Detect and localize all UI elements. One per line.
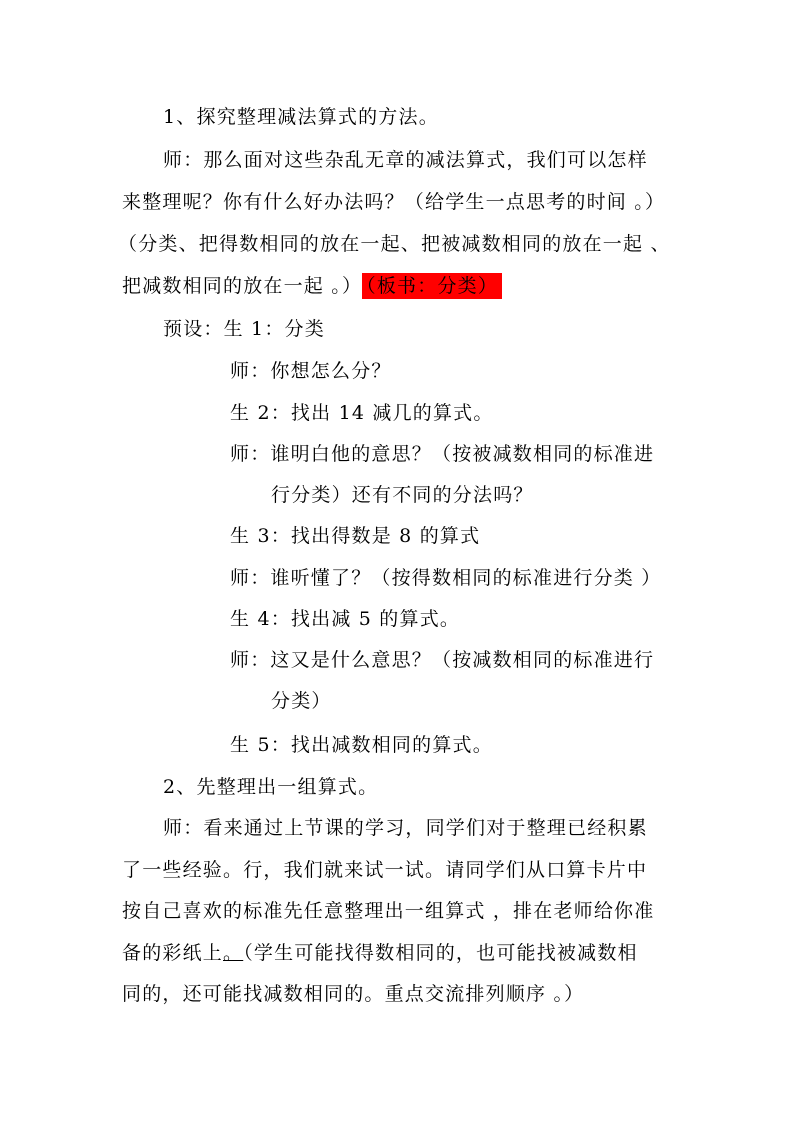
paragraph-1-line-4-text: 把减数相同的放在一起 。）: [122, 275, 363, 297]
paragraph-1-line-4: [122, 273, 502, 299]
paragraph-2-line-4-post: （学生可能找得数相同的，也可能找被减数相: [243, 942, 638, 964]
paragraph-2-line-3: 按自己喜欢的标准先任意整理出一组算式 ，排在老师给你准: [122, 900, 655, 922]
paragraph-2-line-5: 同的，还可能找减数相同的。重点交流排列顺序 。）: [122, 983, 585, 1005]
section-1-heading: 1、探究整理减法算式的方法。: [163, 106, 439, 128]
paragraph-2-line-1: 师：看来通过上节课的学习，同学们对于整理已经积累: [163, 817, 648, 839]
section-2-heading: 2、先整理出一组算式。: [163, 776, 379, 798]
dialog-line-4b: 行分类）还有不同的分法吗？: [271, 484, 534, 506]
paragraph-1-line-3: （分类、把得数相同的放在一起、把被减数相同的放在一起 、: [118, 233, 671, 255]
paragraph-2-line-4-pre: 备的彩纸上: [122, 942, 224, 964]
paragraph-2-line-4-underlined: 。: [223, 942, 244, 964]
paragraph-1-line-1: 师：那么面对这些杂乱无章的减法算式，我们可以怎样: [163, 149, 648, 171]
board-note-highlight: （板书：分类）: [362, 273, 502, 299]
dialog-line-2: 师：你想怎么分？: [230, 360, 392, 382]
dialog-line-5: 生 3：找出得数是 8 的算式: [230, 525, 481, 547]
dialog-line-3: 生 2：找出 14 减几的算式。: [230, 402, 494, 424]
paragraph-2-line-2: 了一些经验。行，我们就来试一试。请同学们从口算卡片中: [122, 859, 648, 881]
dialog-line-9: 生 5：找出减数相同的算式。: [230, 734, 493, 756]
dialog-line-8a: 师：这又是什么意思？（按减数相同的标准进行: [230, 649, 655, 671]
dialog-line-8b: 分类）: [271, 690, 332, 712]
paragraph-1-line-2: 来整理呢？你有什么好办法吗？（给学生一点思考的时间 。）: [122, 191, 666, 213]
paragraph-2-line-4: [122, 940, 638, 966]
dialog-line-6: 师：谁听懂了？（按得数相同的标准进行分类 ）: [230, 567, 662, 589]
dialog-line-1: 预设：生 1：分类: [163, 318, 325, 340]
dialog-line-4a: 师：谁明白他的意思？（按被减数相同的标准进: [230, 443, 655, 465]
dialog-line-7: 生 4：找出减 5 的算式。: [230, 608, 461, 630]
